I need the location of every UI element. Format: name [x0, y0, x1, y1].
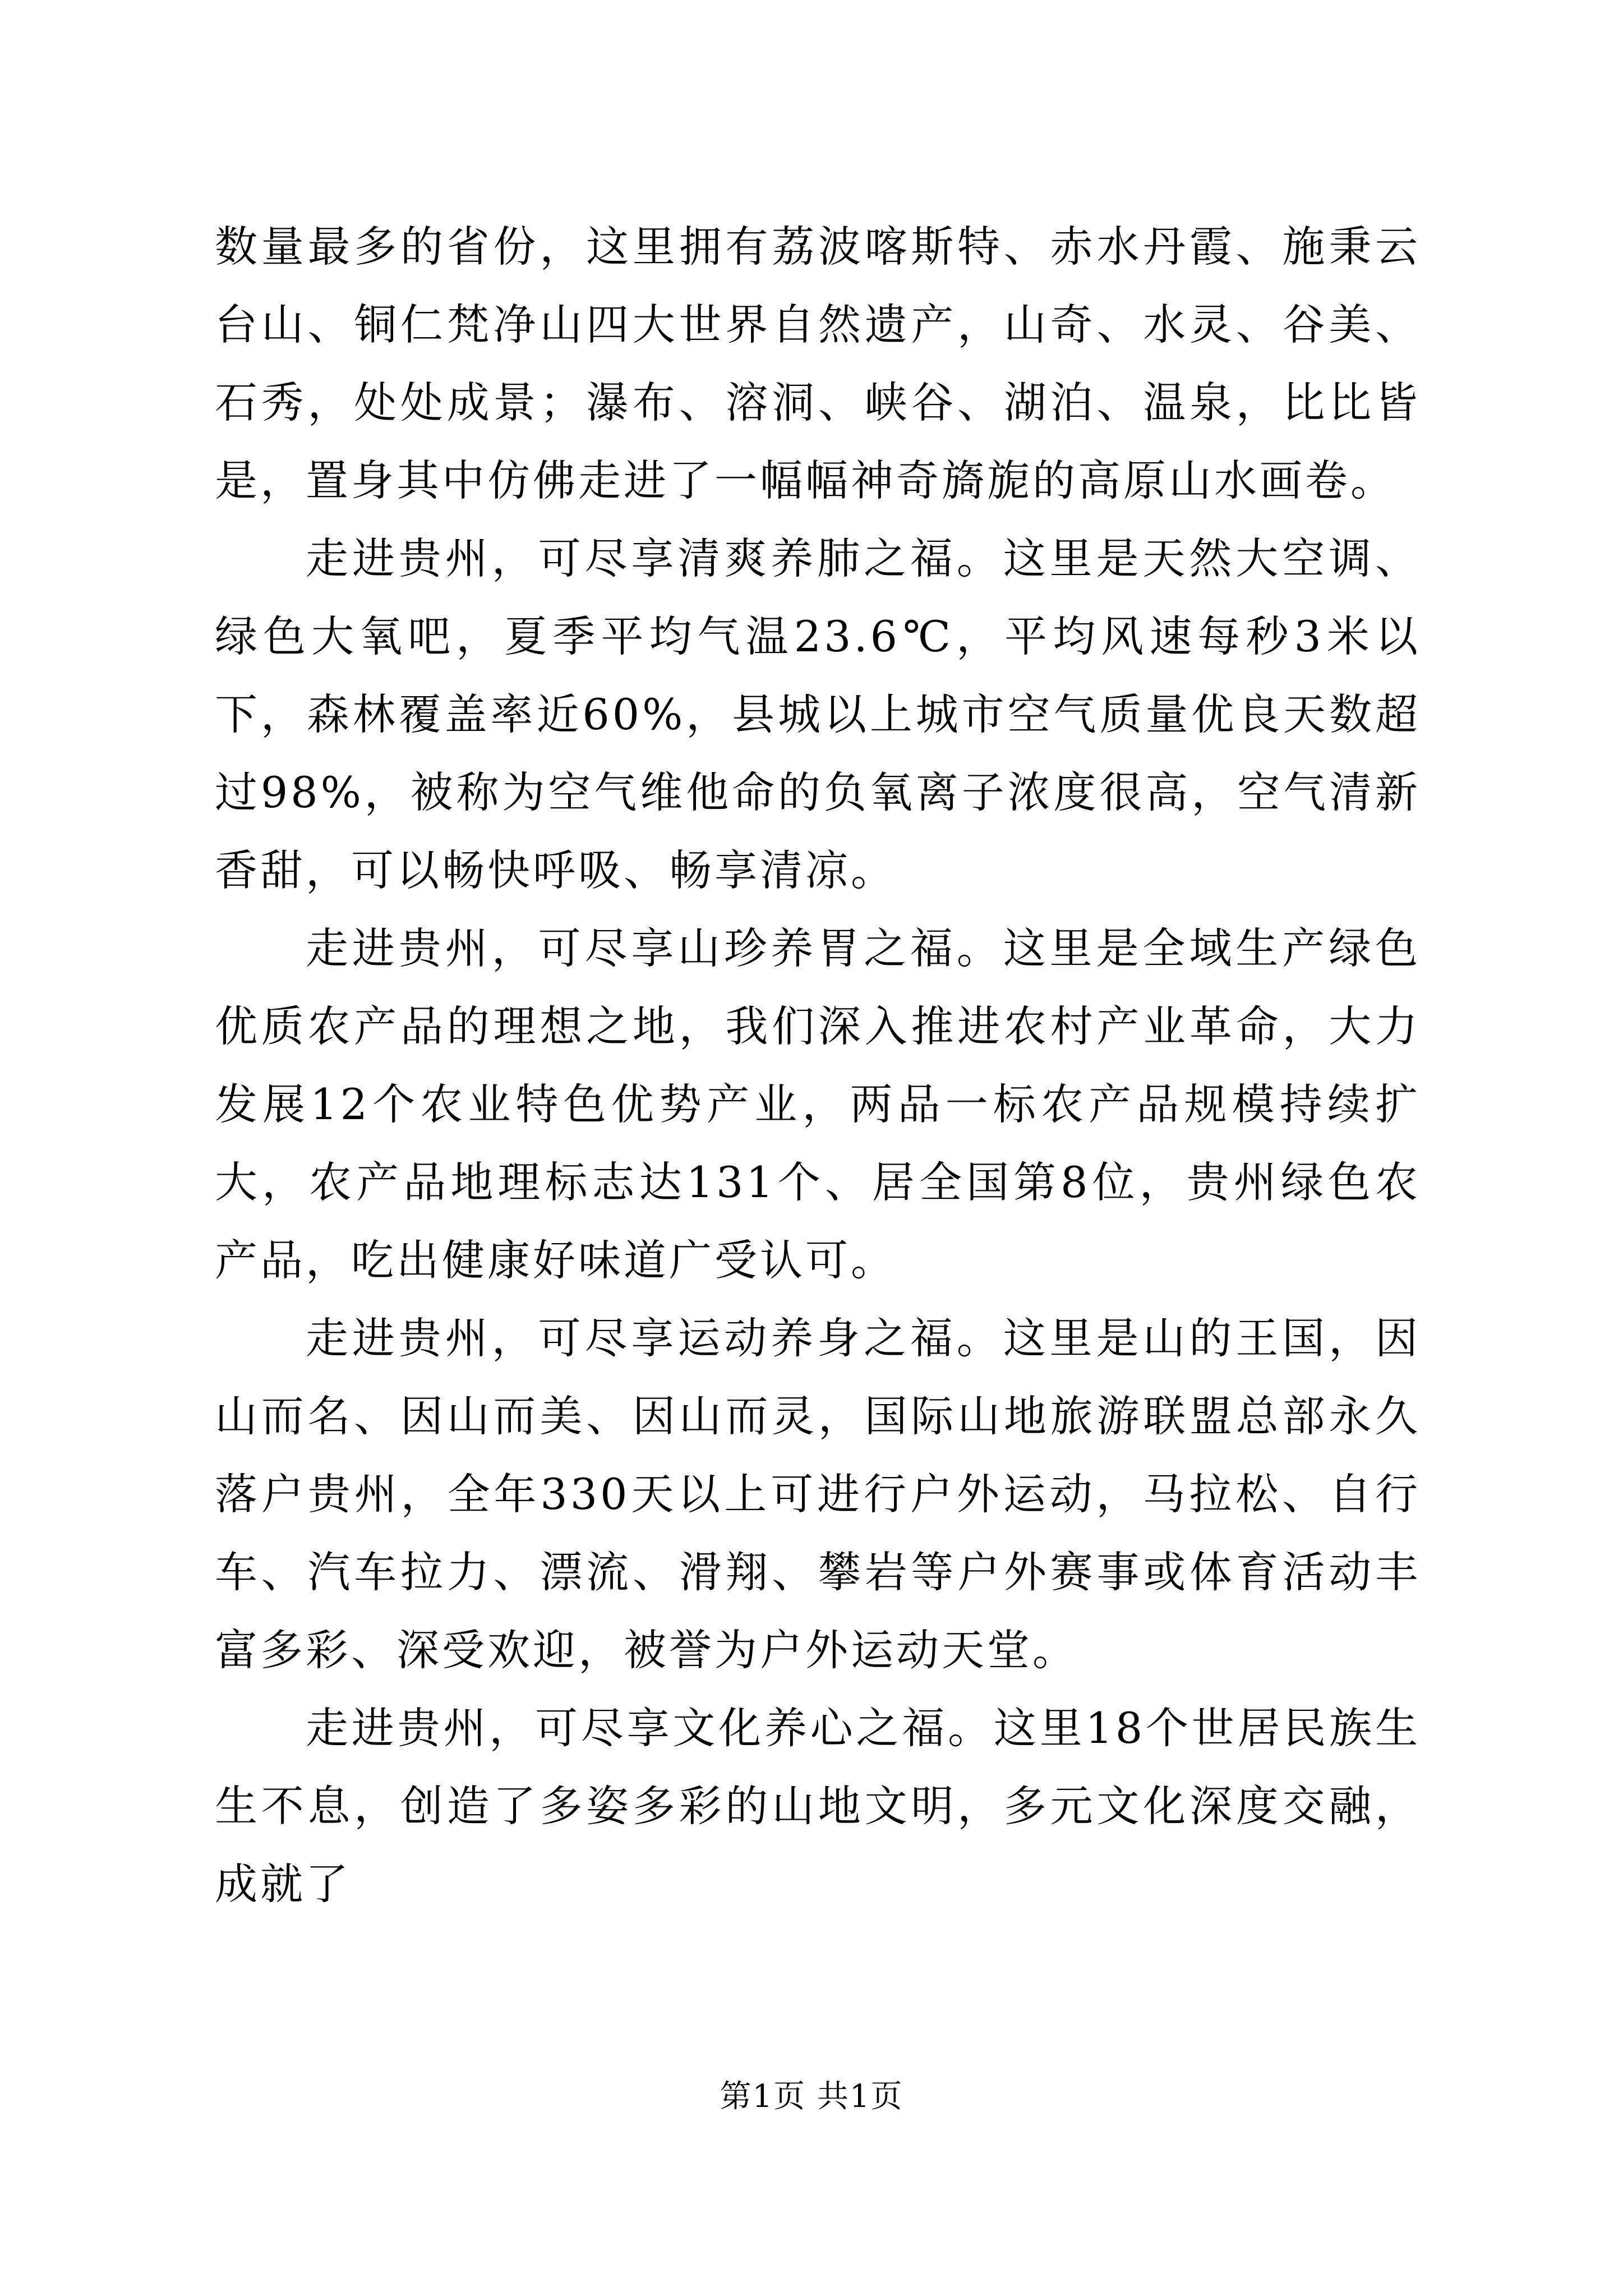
paragraph-1: 数量最多的省份，这里拥有荔波喀斯特、赤水丹霞、施秉云台山、铜仁梵净山四大世界自然遗产，山奇、水灵、谷美、石秀，处处成景；瀑布、溶洞、峡谷、湖泊、温泉，比比皆是，置身其中仿佛走进了一幅幅神奇旖旎的高原山水画卷。	[215, 222, 1421, 505]
page-footer: 第1页 共1页	[720, 2078, 903, 2115]
paragraph-2: 走进贵州，可尽享清爽养肺之福。这里是天然大空调、绿色大氧吧，夏季平均气温23.6℃，平均风速每秒3米以下，森林覆盖率近60%，县城以上城市空气质量优良天数超过98%，被称为空气维他命的负氧离子浓度很高，空气清新香甜，可以畅快呼吸、畅享清凉。	[215, 533, 1421, 895]
paragraph-5: 走进贵州，可尽享文化养心之福。这里18个世居民族生生不息，创造了多姿多彩的山地文明，多元文化深度交融，成就了	[215, 1703, 1421, 1909]
paragraph-4: 走进贵州，可尽享运动养身之福。这里是山的王国，因山而名、因山而美、因山而灵，国际山地旅游联盟总部永久落户贵州，全年330天以上可进行户外运动，马拉松、自行车、汽车拉力、漂流、滑翔、攀岩等户外赛事或体育活动丰富多彩、深受欢迎，被誉为户外运动天堂。	[215, 1313, 1421, 1675]
document-body	[215, 208, 1421, 1923]
paragraph-3: 走进贵州，可尽享山珍养胃之福。这里是全域生产绿色优质农产品的理想之地，我们深入推进农村产业革命，大力发展12个农业特色优势产业，两品一标农产品规模持续扩大，农产品地理标志达131个、居全国第8位，贵州绿色农产品，吃出健康好味道广受认可。	[215, 923, 1421, 1285]
